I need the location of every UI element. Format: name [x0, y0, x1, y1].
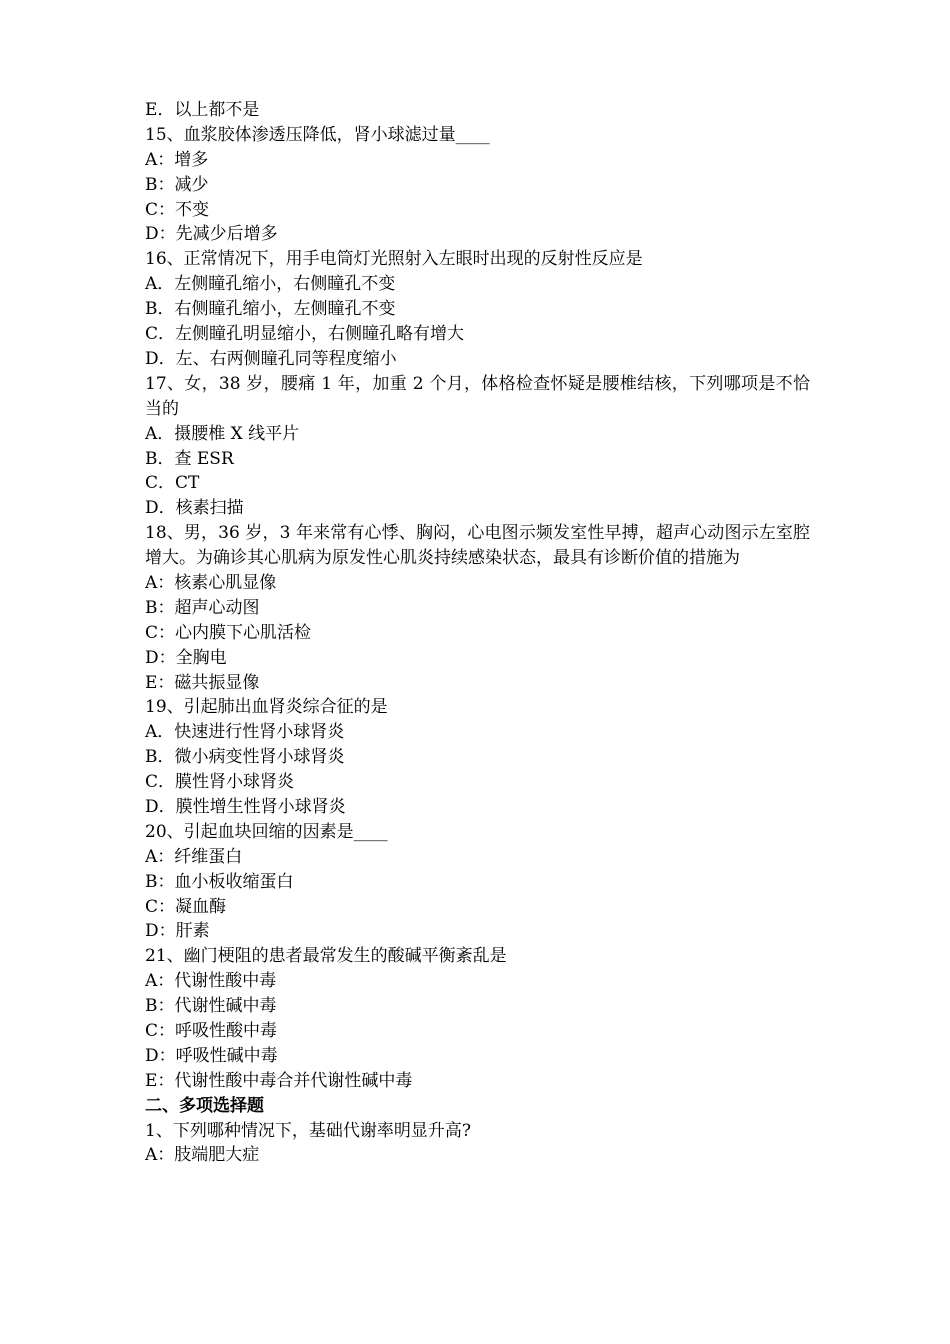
answer-option: D：先减少后增多: [145, 224, 278, 245]
answer-option: C：呼吸性酸中毒: [145, 1021, 278, 1042]
answer-option: E．以上都不是: [145, 100, 260, 120]
answer-option: D．核素扫描: [145, 498, 244, 519]
section-heading: 二、多项选择题: [145, 1095, 264, 1116]
answer-option: A．摄腰椎 X 线平片: [145, 423, 300, 444]
answer-option: C．左侧瞳孔明显缩小，右侧瞳孔略有增大: [145, 324, 465, 345]
answer-option: D：肝素: [145, 921, 210, 942]
answer-option: C．CT: [145, 473, 200, 494]
answer-option: B：超声心动图: [145, 597, 260, 618]
answer-option: A．快速进行性肾小球肾炎: [145, 722, 345, 743]
question-text: 21、幽门梗阻的患者最常发生的酸碱平衡紊乱是: [145, 946, 507, 967]
answer-option: C．膜性肾小球肾炎: [145, 772, 295, 793]
question-text: 1、下列哪种情况下，基础代谢率明显升高?: [145, 1120, 471, 1141]
answer-option: B．右侧瞳孔缩小，左侧瞳孔不变: [145, 299, 396, 320]
answer-option: B．微小病变性肾小球肾炎: [145, 747, 345, 768]
question-text: 16、正常情况下，用手电筒灯光照射入左眼时出现的反射性反应是: [145, 249, 643, 270]
answer-option: E：磁共振显像: [145, 672, 260, 693]
answer-option: B：血小板收缩蛋白: [145, 871, 294, 892]
answer-option: A．左侧瞳孔缩小，右侧瞳孔不变: [145, 274, 396, 295]
document-page: [145, 98, 810, 1168]
answer-option: D．膜性增生性肾小球肾炎: [145, 797, 346, 817]
answer-option: A：核素心肌显像: [145, 572, 277, 593]
answer-option: E：代谢性酸中毒合并代谢性碱中毒: [145, 1070, 413, 1091]
question-text: 20、引起血块回缩的因素是____: [145, 821, 388, 842]
answer-option: C：凝血酶: [145, 896, 227, 917]
answer-option: C：心内膜下心肌活检: [145, 622, 312, 643]
answer-option: A：纤维蛋白: [145, 846, 243, 867]
answer-option: D：呼吸性碱中毒: [145, 1045, 278, 1066]
question-text: 17、女，38 岁，腰痛 1 年，加重 2 个月，体格检查怀疑是腰椎结核，下列哪项是不恰当的: [145, 373, 810, 419]
answer-option: D．左、右两侧瞳孔同等程度缩小: [145, 348, 397, 369]
question-text: 19、引起肺出血肾炎综合征的是: [145, 697, 388, 718]
answer-option: B：减少: [145, 174, 209, 195]
question-text: 15、血浆胶体渗透压降低，肾小球滤过量____: [145, 124, 490, 145]
answer-option: A：肢端肥大症: [145, 1145, 260, 1166]
answer-option: B：代谢性碱中毒: [145, 996, 277, 1017]
answer-option: D：全胸电: [145, 647, 227, 668]
answer-option: A：增多: [145, 149, 209, 170]
answer-option: B．查 ESR: [145, 448, 234, 469]
answer-option: C：不变: [145, 199, 210, 220]
question-text: 18、男，36 岁，3 年来常有心悸、胸闷，心电图示频发室性早搏，超声心动图示左室腔增大。为确诊其心肌病为原发性心肌炎持续感染状态，最具有诊断价值的措施为: [145, 523, 810, 569]
answer-option: A：代谢性酸中毒: [145, 971, 277, 992]
